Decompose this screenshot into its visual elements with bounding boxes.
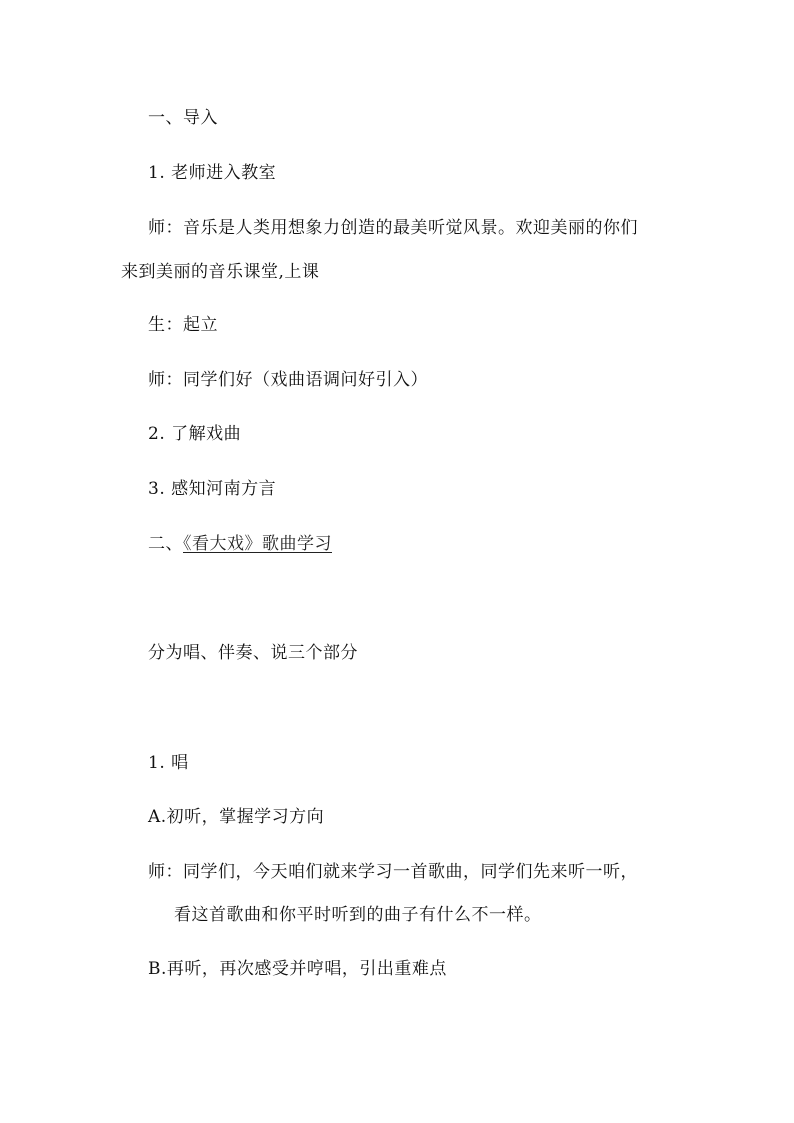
teacher-dialogue-continuation: 来到美丽的音乐课堂,上课 — [121, 262, 320, 282]
section-heading-song — [148, 534, 332, 554]
list-item-henan-dialect: 3. 感知河南方言 — [148, 479, 277, 499]
section-heading-prefix: 二、 — [148, 534, 183, 554]
teacher-instruction-line: 师：同学们，今天咱们就来学习一首歌曲，同学们先来听一听， — [148, 862, 638, 882]
list-item-sing: 1. 唱 — [148, 753, 189, 773]
teacher-dialogue-line: 师：音乐是人类用想象力创造的最美听觉风景。欢迎美丽的你们 — [148, 218, 638, 238]
parts-description: 分为唱、伴奏、说三个部分 — [148, 643, 358, 663]
teacher-greeting-line: 师：同学们好（戏曲语调问好引入） — [148, 370, 428, 390]
student-dialogue-line: 生：起立 — [148, 315, 218, 335]
teacher-instruction-continuation: 看这首歌曲和你平时听到的曲子有什么不一样。 — [174, 905, 542, 925]
list-item-enter-classroom: 1. 老师进入教室 — [148, 163, 277, 183]
list-item-understand-opera: 2. 了解戏曲 — [148, 424, 242, 444]
sub-item-second-listen: B.再听，再次感受并哼唱，引出重难点 — [148, 959, 447, 979]
section-heading-intro: 一、导入 — [148, 108, 218, 128]
sub-item-first-listen: A.初听，掌握学习方向 — [148, 807, 325, 827]
song-title-link[interactable]: 《看大戏》歌曲学习 — [183, 534, 332, 554]
